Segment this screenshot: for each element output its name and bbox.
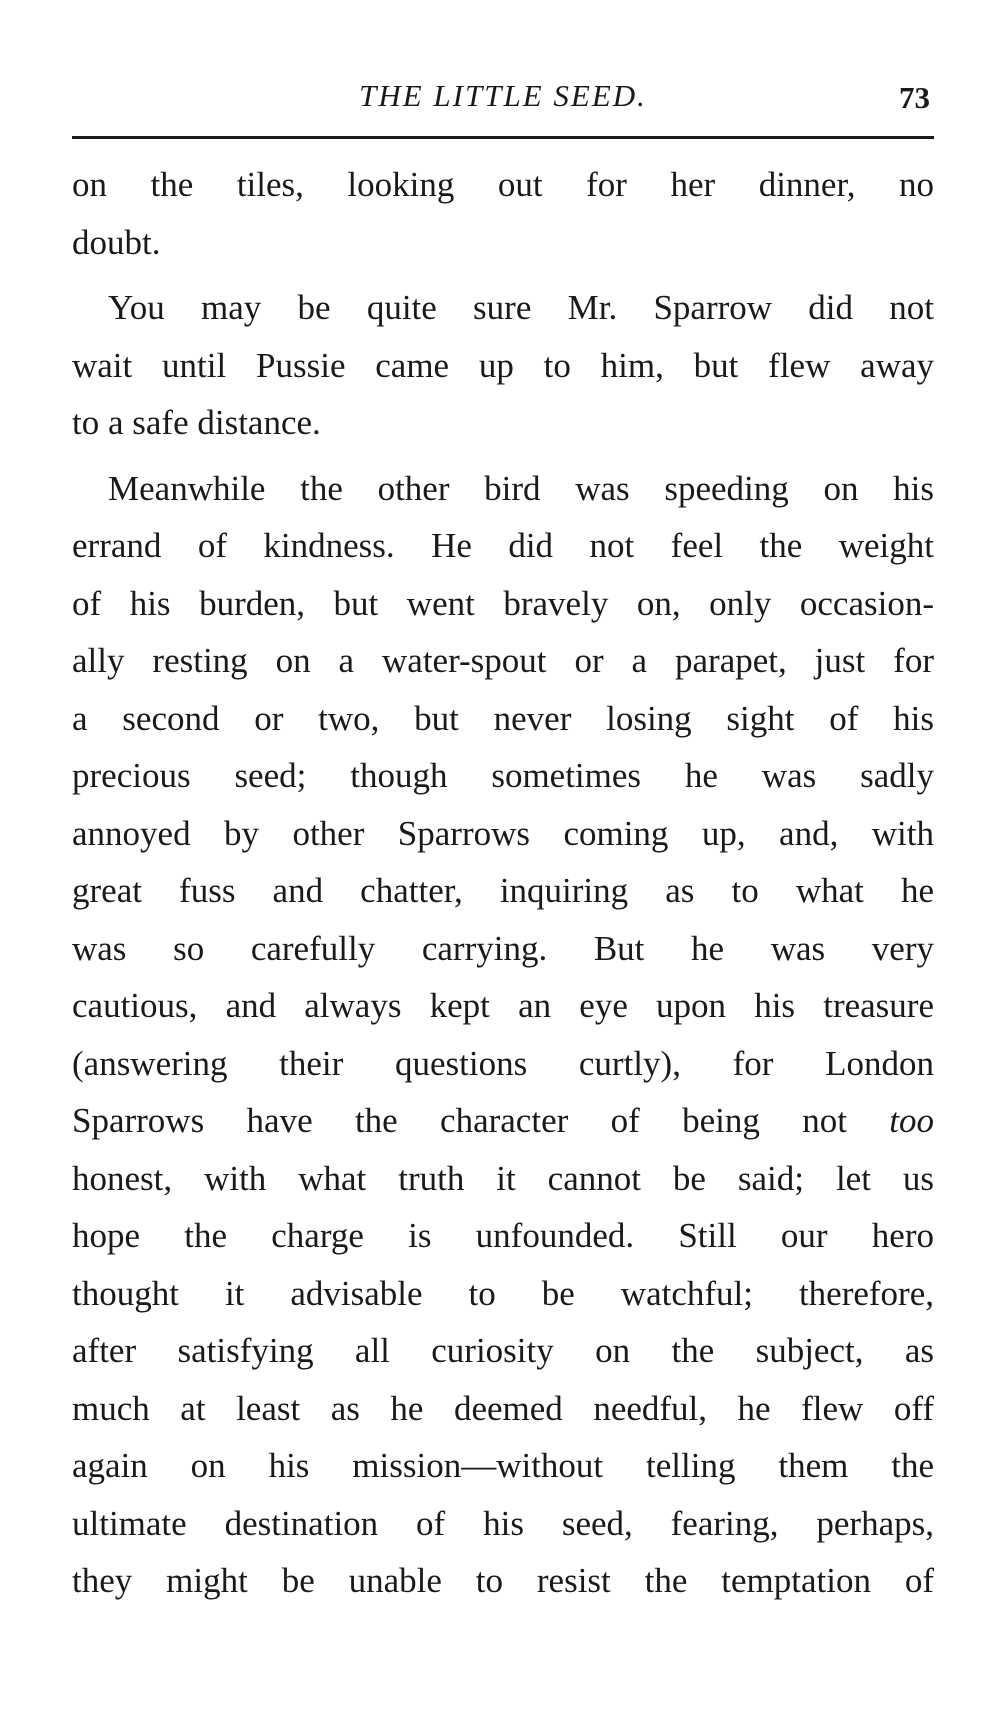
text-line: precious seed; though sometimes he was sadly — [72, 756, 934, 795]
text-line: hope the charge is unfounded. Still our hero — [72, 1216, 934, 1255]
body-text — [72, 156, 934, 1610]
text-line-with-italic — [72, 1092, 934, 1150]
paragraph-3 — [72, 460, 934, 1610]
text-line: of his burden, but went bravely on, only occasion- — [72, 583, 934, 623]
text-line: (answering their questions curtly), for London — [72, 1043, 934, 1083]
text-line: You may be quite sure Mr. Sparrow did not — [108, 288, 934, 327]
text-line-segment: Sparrows have the character of being not — [72, 1101, 847, 1140]
text-line: great fuss and chatter, inquiring as to what he — [72, 871, 934, 910]
text-line: ally resting on a water-spout or a parapet, just for — [72, 641, 934, 680]
text-line: on the tiles, looking out for her dinner, no — [72, 165, 934, 204]
text-line: errand of kindness. He did not feel the weight — [72, 526, 934, 565]
text-line: to a safe distance. — [72, 403, 321, 442]
text-line: again on his mission—without telling them the — [72, 1446, 934, 1485]
paragraph-1 — [72, 156, 934, 271]
text-line: a second or two, but never losing sight of his — [72, 698, 934, 738]
text-line: ultimate destination of his seed, fearing, perhaps, — [72, 1503, 934, 1543]
paragraph-2 — [72, 279, 934, 452]
text-line: honest, with what truth it cannot be said; let us — [72, 1158, 934, 1198]
text-line: doubt. — [72, 222, 161, 262]
page-number: 73 — [899, 80, 930, 115]
text-line: Meanwhile the other bird was speeding on his — [108, 468, 934, 508]
text-line: much at least as he deemed needful, he flew off — [72, 1388, 934, 1428]
running-header — [72, 78, 934, 128]
header-rule — [72, 136, 934, 139]
text-line: cautious, and always kept an eye upon his treasure — [72, 986, 934, 1025]
text-line: thought it advisable to be watchful; therefore, — [72, 1273, 934, 1313]
text-line: wait until Pussie came up to him, but flew away — [72, 345, 934, 385]
text-line: was so carefully carrying. But he was very — [72, 928, 934, 968]
text-line: they might be unable to resist the temptation of — [72, 1561, 934, 1600]
text-line: annoyed by other Sparrows coming up, and, with — [72, 813, 934, 853]
italic-word: too — [889, 1101, 934, 1140]
running-title: THE LITTLE SEED. — [359, 78, 647, 113]
text-line: after satisfying all curiosity on the subject, as — [72, 1331, 934, 1370]
